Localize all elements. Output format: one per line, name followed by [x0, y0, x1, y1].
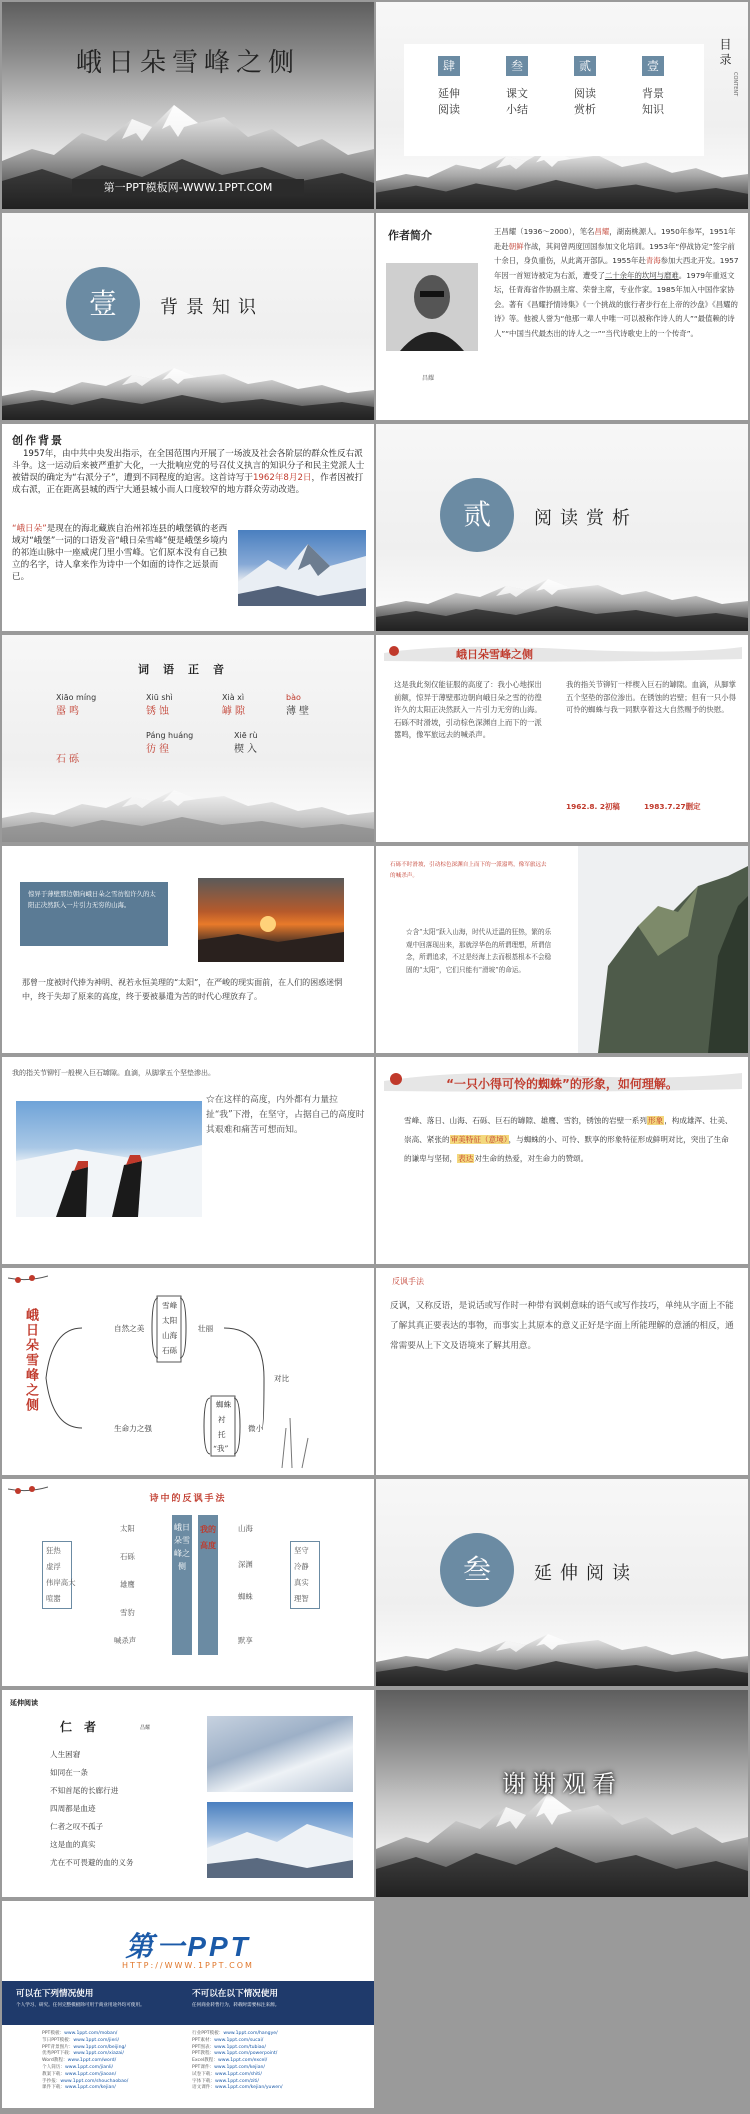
toc-num: 贰	[574, 56, 596, 76]
nature-item: 石砾	[162, 1346, 178, 1355]
question-title: “一只小得可怜的蜘蛛”的形象，如何理解。	[446, 1077, 678, 1091]
attribute: 虚浮	[46, 1562, 61, 1571]
sunset-image	[198, 878, 344, 962]
quote-box: 惊异于薄壁那边朝向峨日朵之雪彷徨许久的太阳正决然跃入一片引力无穷的山海。	[20, 882, 168, 946]
life-item: 蜘蛛	[216, 1400, 232, 1409]
toc-item[interactable]	[506, 56, 528, 118]
vocab-item: Xià xì 罅隙	[222, 693, 248, 717]
resource-link[interactable]: Word教程：www.1ppt.com/word/	[42, 2058, 117, 2064]
section-number-circle: 叁	[440, 1533, 514, 1607]
resource-link[interactable]: Excel教程：www.1ppt.com/excel/	[192, 2058, 268, 2064]
resource-link[interactable]: 试卷下载：www.1ppt.com/shiti/	[192, 2071, 262, 2077]
image-item: 深渊	[238, 1560, 253, 1569]
slide-brand[interactable]	[2, 1901, 374, 2108]
toc-heading: 目录	[718, 38, 732, 68]
slide-sun[interactable]	[2, 846, 374, 1053]
resource-link[interactable]: 节日PPT模板：www.1ppt.com/jieri/	[42, 2037, 120, 2043]
vocab-item: Xiū shì 锈蚀	[146, 693, 173, 717]
poem-excerpt: 石砾不时滑坡，引动棕色深渊自上而下的一派嚣鸣，像军旅远去的喊杀声。	[390, 862, 547, 879]
background-paragraph-2: “峨日朵”是现在的海北藏族自治州祁连县的峨堡镇的老西域对“峨堡”一词的口语发音“峨日朵雪峰”便是峨堡乡境内的祁连山脉中一座威虎门里小雪峰。它们原本没有自己独立的名字，诗人拿来作为诗中一个如面的诗作之远景而已。	[12, 524, 228, 582]
cliff-image	[578, 846, 748, 1053]
image-item: 雄鹰	[120, 1580, 135, 1589]
attribute: 伟岸高大	[46, 1578, 76, 1587]
mountain-image	[2, 360, 374, 420]
image-item: 石砾	[120, 1552, 135, 1561]
mountain-image	[376, 1626, 748, 1686]
slide-cover[interactable]	[2, 2, 374, 209]
poem-excerpt: 我的指关节铆钉一般楔入巨石罅隙。血滴，从脚掌五个坚垫渗出。	[12, 1069, 215, 1077]
resource-link[interactable]: 字体下载：www.1ppt.com/ziti/	[192, 2078, 259, 2084]
resource-link[interactable]: PPT图表：www.1ppt.com/tubiao/	[192, 2044, 266, 2050]
climber-image	[16, 1101, 202, 1217]
author-photo	[386, 263, 478, 351]
nature-item: 雪峰	[162, 1301, 178, 1310]
answer-paragraph: 雪峰、落日、山海、石砾、巨石的罅隙、雄鹰、雪豹，锈蚀的岩壁一系列形象，构成雄浑、壮美、崇高、紧张的审美特征（意境），与蜘蛛的小、可怜、默享的形象特征形成鲜明对比，突出了生命的谦卑与坚韧，表达对生命的热爱，对生命力的赞颂。	[404, 1116, 733, 1163]
poem-date-final: 1983.7.27删定	[644, 802, 701, 811]
image-item: 太阳	[120, 1524, 135, 1533]
snow-mountain-image	[207, 1802, 353, 1878]
slide-section-2[interactable]	[376, 424, 748, 631]
vocab-item: bào 薄壁	[286, 693, 312, 717]
extended-poem-author: 昌耀	[140, 1725, 151, 1731]
author-bio: 王昌耀（1936～2000），笔名昌耀，湖南桃源人。1950年参军，1951年赴赴朝鲜作战，其间曾两度回国参加文化培训。1953年“停战协定”签字前十余日，身负重伤，从此离开部队。1955年赴青海参加大西北开发。1957年因一首短诗被定为右派，遭受了二十余年的坎坷与磨难。1979年重返文坛，任青海省作协副主席、荣誉主席，专业作家。1985年加入中国作家协会。著有《昌耀抒情诗集》《一个挑战的旅行者步行在上帝的沙盘》《昌耀的诗》等。他被人誉为“他那一辈人中唯一可以被称作诗人的人”“最值赖的诗人”“中国当代最杰出的诗人之一”“当代诗歌史上的一个传奇”。	[494, 227, 739, 338]
grand-label: 壮丽	[198, 1324, 214, 1333]
brand-logo: 第一PPT	[125, 1931, 251, 1962]
slide-feet[interactable]	[2, 1057, 374, 1264]
attribute: 理智	[294, 1594, 309, 1603]
slide-contents[interactable]	[376, 2, 748, 209]
snow-mountain-image	[238, 530, 366, 606]
toc-num: 叁	[506, 56, 528, 76]
extended-poem-title: 仁者	[60, 1720, 109, 1734]
poem-line: 不知首尾的长廊行进	[50, 1786, 119, 1795]
attribute: 狂热	[46, 1546, 61, 1555]
usage-allowed: 可以在下列情况使用 个人学习、研究。任何完整模板除可用于商业用途外均可使用。	[16, 1989, 145, 2008]
resource-link[interactable]: 语文课件：www.1ppt.com/kejian/yuwen/	[192, 2085, 283, 2091]
life-item: 托	[218, 1430, 226, 1439]
poem-line: 人生困窘	[50, 1750, 81, 1759]
resource-link[interactable]: 优秀PPT下载：www.1ppt.com/xiazai/	[42, 2051, 124, 2057]
branch-nature: 自然之美	[114, 1324, 145, 1333]
section-number-circle: 贰	[440, 478, 514, 552]
mountain-image	[2, 782, 374, 842]
slide-poem[interactable]	[376, 635, 748, 842]
poem-line: 四周都是血迹	[50, 1804, 96, 1813]
cover-title: 峨日朵雪峰之侧	[75, 48, 300, 78]
attribute: 坚守	[294, 1546, 309, 1555]
poem-stanza-2: 我的指关节铆钉一样楔入巨石的罅隙。血滴，从脚掌五个坚垫的部位渗出。在锈蚀的岩壁；但有一只小得可怜的蜘蛛与我一同默享着这大自然赐予的快慰。	[566, 680, 736, 715]
structure-brackets	[2, 1268, 374, 1475]
usage-band	[2, 1981, 374, 2025]
image-item: 默享	[238, 1636, 253, 1645]
resource-link[interactable]: 手抄报：www.1ppt.com/shouchaobao/	[42, 2078, 129, 2084]
analysis-paragraph: 那曾一度被时代捧为神明、视若永恒美理的“太阳”，在严峻的现实面前，在人们的困惑迷惘中，终于失却了原来的高度，终于要被暴遣为苦的时代心理放弃了。	[22, 978, 343, 1001]
mountain-image	[376, 571, 748, 631]
thanks-text: 谢谢观看	[502, 1770, 622, 1798]
image-item: 雪豹	[120, 1608, 135, 1617]
slide-section-3[interactable]	[376, 1479, 748, 1686]
analysis-note: ☆含“太阳”跃入山海，时代从迁温的狂热，繁的乐观中回落现出来，那就浮华色的所谓理想，所谓信念，所谓追求，不过是经海上去而根基根本不会稳固的“太阳”，它们只能有“滑坡”的命运。	[406, 928, 552, 974]
section-title: 背景知识	[160, 297, 264, 318]
slide-irony-table[interactable]	[2, 1479, 374, 1686]
author-caption: 昌耀	[422, 375, 435, 382]
usage-forbidden: 不可以在以下情况使用 任何商业转售行为，转载时需要标注来源。	[192, 1989, 280, 2008]
vocab-title: 词语正音	[138, 663, 238, 676]
brush-stroke-decoration	[384, 639, 742, 663]
irony-heading: 反讽手法	[392, 1277, 424, 1286]
toc-panel	[404, 44, 704, 156]
slide-thanks[interactable]	[376, 1690, 748, 1897]
vocab-item: Xiāo míng 嚣鸣	[56, 693, 97, 717]
slide-spider[interactable]	[376, 1057, 748, 1264]
slide-section-1[interactable]	[2, 213, 374, 420]
toc-item[interactable]	[642, 56, 664, 118]
vocab-item: Páng huáng 彷徨	[146, 731, 194, 755]
poem-line: 尤在不可畏避的血的义务	[50, 1858, 134, 1867]
image-item: 喊杀声	[114, 1636, 137, 1645]
resource-link[interactable]: PPT模板：www.1ppt.com/moban/	[42, 2031, 118, 2036]
branch-life: 生命力之强	[114, 1424, 152, 1433]
resource-link[interactable]: PPT课件：www.1ppt.com/kejian/	[192, 2064, 265, 2070]
snow-forest-image	[207, 1716, 353, 1792]
toc-label: 课文小结	[506, 87, 528, 116]
slide-author[interactable]	[376, 213, 748, 420]
attribute: 冷静	[294, 1562, 309, 1571]
slide-irony[interactable]	[376, 1268, 748, 1475]
resource-link[interactable]: 行业PPT模板：www.1ppt.com/hangye/	[192, 2031, 278, 2036]
life-item: “我”	[213, 1444, 229, 1453]
image-item: 蜘蛛	[238, 1592, 253, 1601]
section-title: 延伸阅读	[534, 1563, 638, 1584]
toc-label: 延伸阅读	[438, 87, 460, 116]
slide-extended-reading[interactable]	[2, 1690, 374, 1897]
toc-heading-en: CONTENT	[732, 72, 738, 97]
poem-line: 如同在一条	[50, 1768, 88, 1777]
center-column-height: 我的高度	[198, 1515, 218, 1655]
extended-heading: 延伸阅读	[10, 1699, 38, 1707]
resource-link[interactable]: 教案下载：www.1ppt.com/jiaoan/	[42, 2071, 117, 2077]
image-item: 山海	[238, 1524, 253, 1533]
portrait-image	[386, 263, 478, 351]
poem-line: 仁者之叹不孤子	[50, 1822, 104, 1831]
resource-link[interactable]: PPT背景图片：www.1ppt.com/beijing/	[42, 2044, 126, 2050]
link-list-left	[42, 2031, 212, 2092]
nature-item: 太阳	[162, 1316, 178, 1325]
toc-item[interactable]	[574, 56, 596, 118]
section-title: 阅读赏析	[534, 508, 638, 529]
resource-link[interactable]: PPT素材：www.1ppt.com/sucai/	[192, 2037, 264, 2043]
analysis-note: ☆在这样的高度，内外都有力量拉扯“我”下滑，在坚守，占据自己的高度时其艰难和痛苦可想而知。	[206, 1095, 365, 1135]
resource-link[interactable]: PPT教程：www.1ppt.com/powerpoint/	[192, 2051, 278, 2057]
background-paragraph-1: 1957年，由中共中央发出指示，在全国范围内开展了一场波及社会各阶层的群众性反右派斗争。这一运动后来被严重扩大化，一大批响应党的号召仗义执言的知识分子和民主党派人士被错误的确定为“右派分子”，遭到不同程度的迫害。这首诗写于1962年8月2日，作者因被打成右派，正在距离县城的西宁大通县城小而人口度较窄的地方群众劳动改造。	[12, 449, 365, 495]
center-column-poem: 峨日朵雪峰之侧	[172, 1515, 192, 1655]
poem-line: 这是血的真实	[50, 1840, 96, 1849]
brand-url: HTTP://WWW.1PPT.COM	[122, 1961, 254, 1970]
poem-date-draft: 1962.8. 2初稿	[566, 802, 620, 811]
attribute: 真实	[294, 1578, 309, 1587]
poem-title: 峨日朵雪峰之侧	[456, 648, 533, 661]
author-heading: 作者简介	[388, 229, 432, 242]
toc-num: 肆	[438, 56, 460, 76]
irony-table-title: 诗中的反讽手法	[149, 1494, 227, 1504]
life-item: 衬	[218, 1415, 226, 1424]
extended-poem-lines	[50, 1746, 210, 1872]
slide-vocab[interactable]	[2, 635, 374, 842]
background-heading: 创作背景	[12, 434, 64, 447]
resource-link[interactable]: 个人简历：www.1ppt.com/jianli/	[42, 2064, 114, 2070]
site-watermark: 第一PPT模板网-WWW.1PPT.COM	[72, 179, 304, 196]
attribute: 喧嚣	[46, 1594, 61, 1603]
toc-label: 背景知识	[642, 87, 664, 116]
poem-stanza-1: 这是我此刻仅能征服的高度了：我小心地探出前额，惊异于薄壁那边朝向峨日朵之雪的彷徨许久的太阳正决然跃入一片引力无穷的山海。石砾不时滑坡，引动棕色深渊自上而下的一派嚣鸣，像军旅远去的喊杀声。	[394, 680, 542, 740]
nature-item: 山海	[162, 1331, 178, 1340]
slide-background[interactable]	[2, 424, 374, 631]
toc-num: 壹	[642, 56, 664, 76]
vocab-item: 石砾	[56, 754, 82, 765]
irony-definition: 反讽，又称反语，是说话或写作时一种带有讽刺意味的语气或写作技巧，单纯从字面上不能了解其真正要表达的事物，而事实上其原本的意义正好是字面上所能理解的意涵的相反，通常需要从上下文及语境来了解其用意。	[390, 1301, 734, 1351]
resource-link[interactable]: 课件下载：www.1ppt.com/kejian/	[42, 2085, 116, 2091]
toc-item[interactable]	[438, 56, 460, 118]
section-number-circle: 壹	[66, 267, 140, 341]
slide-cliff[interactable]	[376, 846, 748, 1053]
slide-structure[interactable]	[2, 1268, 374, 1475]
toc-label: 阅读赏析	[574, 87, 596, 116]
small-label: 微小	[248, 1424, 264, 1433]
vocab-item: Xiē rù 楔入	[234, 731, 260, 755]
contrast-label: 对比	[274, 1374, 290, 1383]
link-list-right	[192, 2031, 362, 2092]
structure-title: 峨日朵雪峰之侧	[23, 1308, 38, 1413]
